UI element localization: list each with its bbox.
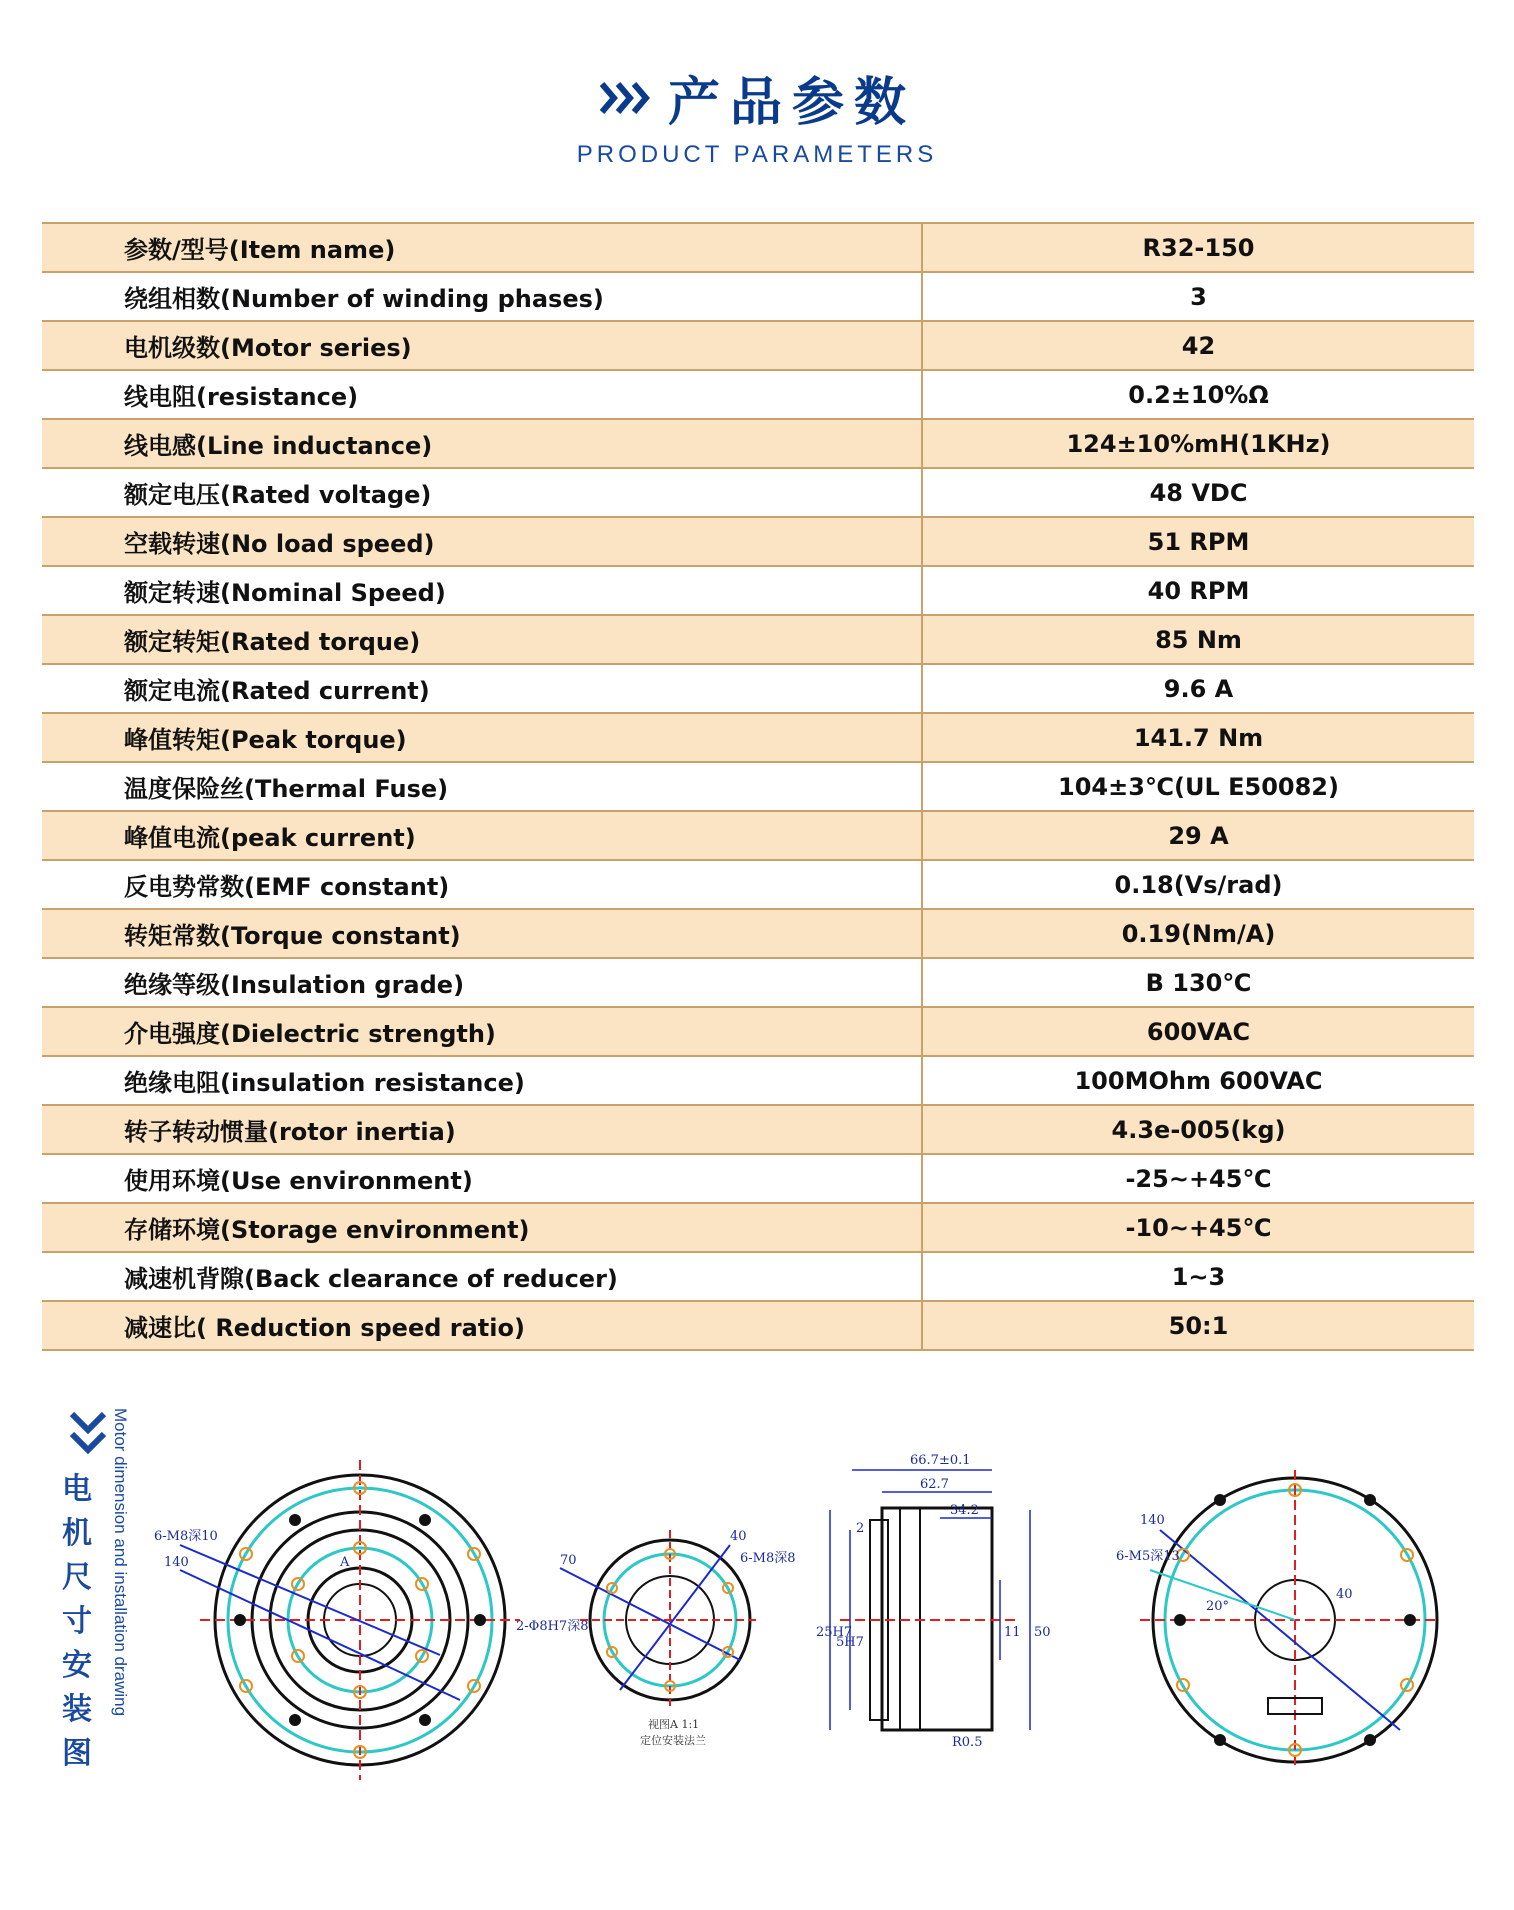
param-value: 42 [922, 321, 1474, 370]
param-value: 100MOhm 600VAC [922, 1056, 1474, 1105]
label-50: 50 [1034, 1625, 1051, 1640]
table-row [42, 762, 1474, 811]
label-25h7: 25H7 [816, 1625, 853, 1640]
table-row [42, 811, 1474, 860]
param-value: -10~+45℃ [922, 1203, 1474, 1252]
param-value: -25~+45℃ [922, 1154, 1474, 1203]
table-row [42, 321, 1474, 370]
dimension-title-char: 图 [62, 1736, 92, 1771]
param-value: 104±3℃(UL E50082) [922, 762, 1474, 811]
param-label: 线电感(Line inductance) [42, 419, 922, 468]
label-dia70: 70 [560, 1553, 577, 1568]
double-chevron-down-icon [66, 1408, 110, 1464]
dimension-title-char: 机 [62, 1516, 92, 1551]
table-row [42, 1252, 1474, 1301]
triple-chevron-icon [598, 78, 654, 118]
table-row [42, 1105, 1474, 1154]
label-holes-rear: 6-M5深13 [1116, 1549, 1180, 1564]
param-value: 9.6 A [922, 664, 1474, 713]
param-value: 0.2±10%Ω [922, 370, 1474, 419]
param-label: 电机级数(Motor series) [42, 321, 922, 370]
table-row [42, 909, 1474, 958]
param-value: 141.7 Nm [922, 713, 1474, 762]
label-dia40: 40 [730, 1529, 747, 1544]
page-title: 产品参数 [667, 73, 916, 133]
label-holes-1: 6-M8深10 [154, 1529, 218, 1544]
table-row [42, 223, 1474, 272]
param-value: 48 VDC [922, 468, 1474, 517]
param-value: 600VAC [922, 1007, 1474, 1056]
parameter-table [42, 222, 1474, 1351]
label-w1: 66.7±0.1 [910, 1453, 971, 1468]
label-w2: 62.7 [920, 1477, 949, 1492]
label-dia40-rear: 40 [1336, 1587, 1353, 1602]
param-label: 额定电压(Rated voltage) [42, 468, 922, 517]
param-label: 减速机背隙(Back clearance of reducer) [42, 1252, 922, 1301]
table-row [42, 517, 1474, 566]
parameter-table-body [42, 223, 1474, 1350]
table-row [42, 370, 1474, 419]
table-row [42, 860, 1474, 909]
table-row [42, 1007, 1474, 1056]
param-label: 温度保险丝(Thermal Fuse) [42, 762, 922, 811]
param-label: 转子转动惯量(rotor inertia) [42, 1105, 922, 1154]
dimension-title-en: Motor dimension and installation drawing [111, 1408, 130, 1717]
title-row [0, 60, 1514, 135]
param-label: 线电阻(resistance) [42, 370, 922, 419]
param-value: 0.19(Nm/A) [922, 909, 1474, 958]
param-value: 85 Nm [922, 615, 1474, 664]
table-row [42, 272, 1474, 321]
table-row [42, 419, 1474, 468]
param-value: 51 RPM [922, 517, 1474, 566]
label-pin: 2-Φ8H7深8 [516, 1619, 589, 1634]
param-value: B 130℃ [922, 958, 1474, 1007]
page-header [0, 60, 1514, 169]
table-row [42, 1203, 1474, 1252]
param-value: 29 A [922, 811, 1474, 860]
table-row [42, 468, 1474, 517]
dimension-title-char: 安 [62, 1648, 92, 1683]
param-label: 反电势常数(EMF constant) [42, 860, 922, 909]
flange-caption-1: 视图A 1:1 [648, 1718, 700, 1731]
label-a-1: A [340, 1555, 350, 1570]
param-label: 额定转矩(Rated torque) [42, 615, 922, 664]
table-row [42, 713, 1474, 762]
label-holes-2: 6-M8深8 [740, 1551, 796, 1566]
dimension-title-char: 寸 [62, 1604, 92, 1639]
param-label: 绝缘等级(Insulation grade) [42, 958, 922, 1007]
label-11: 11 [1004, 1625, 1021, 1640]
table-row [42, 958, 1474, 1007]
label-5h7: 5H7 [836, 1635, 864, 1650]
table-row [42, 566, 1474, 615]
dimension-section [0, 1400, 1514, 1880]
param-label: 转矩常数(Torque constant) [42, 909, 922, 958]
param-value: 0.18(Vs/rad) [922, 860, 1474, 909]
param-value: 50:1 [922, 1301, 1474, 1350]
param-value: 124±10%mH(1KHz) [922, 419, 1474, 468]
label-angle: 20° [1206, 1599, 1230, 1614]
param-label: 使用环境(Use environment) [42, 1154, 922, 1203]
param-value: 40 RPM [922, 566, 1474, 615]
table-row [42, 615, 1474, 664]
param-label: 空载转速(No load speed) [42, 517, 922, 566]
dimension-title-char: 尺 [62, 1560, 92, 1595]
label-w3: 34.2 [950, 1503, 979, 1518]
label-dia140-rear: 140 [1140, 1513, 1165, 1528]
label-r: R0.5 [952, 1735, 983, 1750]
flange-view-drawing [516, 1529, 796, 1747]
dimension-title-char: 电 [62, 1472, 92, 1507]
table-row [42, 664, 1474, 713]
dimension-title-char: 装 [62, 1692, 92, 1727]
flange-caption-2: 定位安装法兰 [640, 1734, 706, 1747]
table-row [42, 1056, 1474, 1105]
param-label: 绕组相数(Number of winding phases) [42, 272, 922, 321]
table-row [42, 1154, 1474, 1203]
front-view-drawing [154, 1460, 520, 1780]
param-value: 3 [922, 272, 1474, 321]
param-label: 绝缘电阻(insulation resistance) [42, 1056, 922, 1105]
technical-drawing [140, 1400, 1440, 1820]
param-label: 峰值电流(peak current) [42, 811, 922, 860]
param-label: 介电强度(Dielectric strength) [42, 1007, 922, 1056]
param-value: 4.3e-005(kg) [922, 1105, 1474, 1154]
side-section-drawing [816, 1453, 1051, 1750]
param-value: 1~3 [922, 1252, 1474, 1301]
param-label: 峰值转矩(Peak torque) [42, 713, 922, 762]
param-label: 存储环境(Storage environment) [42, 1203, 922, 1252]
param-value: R32-150 [922, 223, 1474, 272]
label-2: 2 [856, 1521, 865, 1536]
param-label: 额定电流(Rated current) [42, 664, 922, 713]
table-row [42, 1301, 1474, 1350]
label-dia-1: 140 [164, 1555, 189, 1570]
rear-view-drawing [1116, 1470, 1440, 1770]
param-label: 减速比( Reduction speed ratio) [42, 1301, 922, 1350]
page-subtitle: PRODUCT PARAMETERS [576, 141, 938, 168]
param-label: 额定转速(Nominal Speed) [42, 566, 922, 615]
param-label: 参数/型号(Item name) [42, 223, 922, 272]
